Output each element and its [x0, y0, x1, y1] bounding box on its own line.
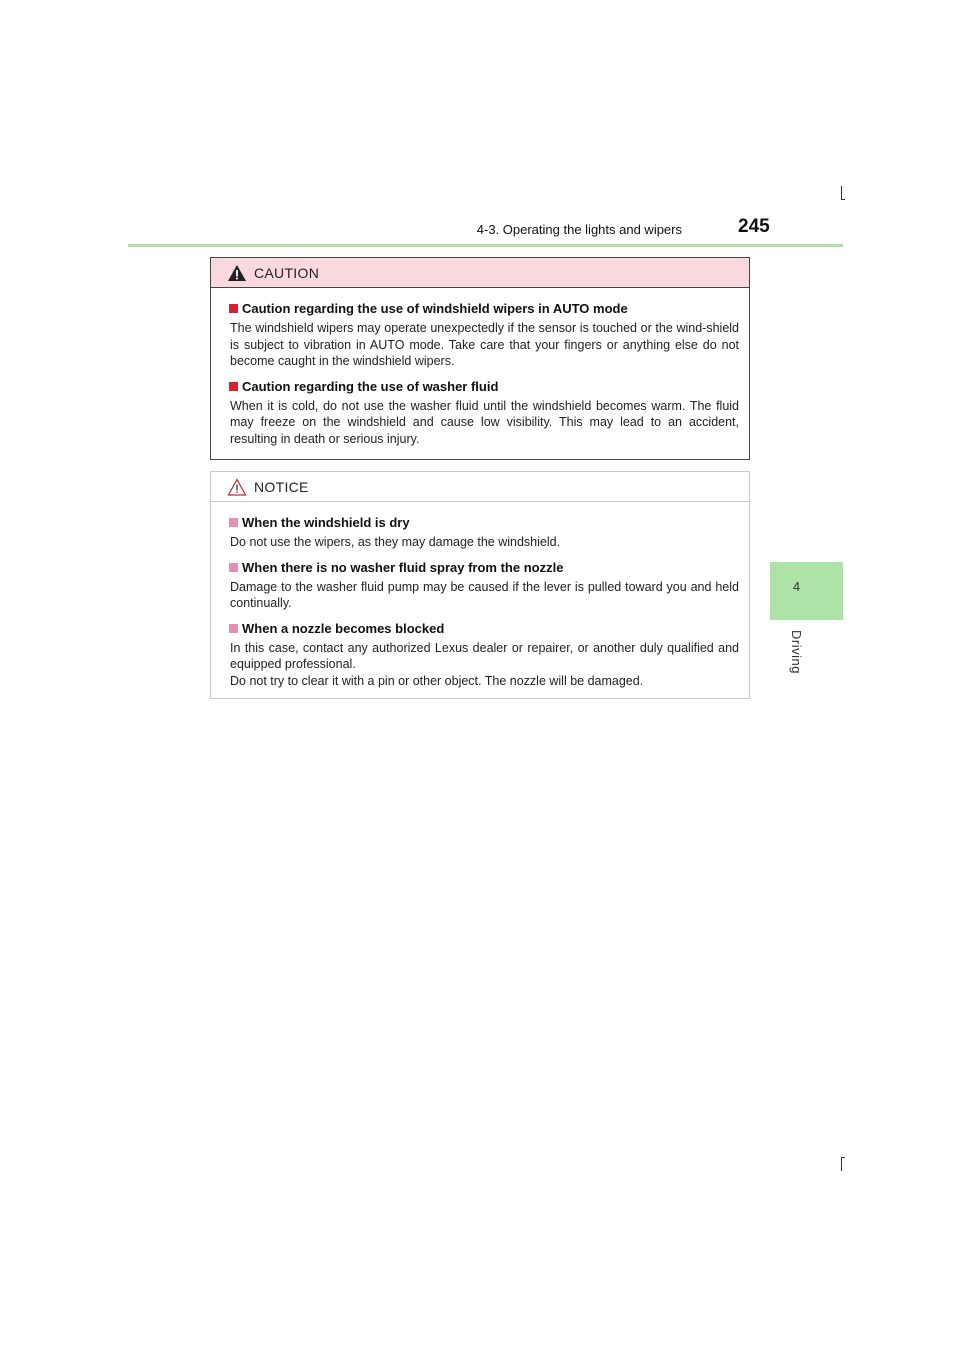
- notice-box: [210, 471, 750, 699]
- notice-item-text: In this case, contact any authorized Lexus dealer or repairer, or another duly qualified and equipped professional. Do not try to clear it with a pin or other object. The nozzle will be damaged.: [230, 640, 739, 688]
- bullet-square-icon: [229, 518, 238, 527]
- chapter-number: 4: [792, 579, 801, 594]
- bullet-square-icon: [229, 563, 238, 572]
- caution-item-title: Caution regarding the use of windshield wipers in AUTO mode: [229, 300, 739, 317]
- crop-mark-bottom: [841, 1157, 842, 1171]
- section-title: 4-3. Operating the lights and wipers: [476, 222, 682, 237]
- notice-item-text: Damage to the washer fluid pump may be caused if the lever is pulled toward you and held continually.: [230, 579, 739, 610]
- bullet-square-icon: [229, 624, 238, 633]
- header-rule: [128, 244, 843, 247]
- crop-mark-top: [841, 186, 842, 200]
- chapter-label: Driving: [789, 630, 804, 674]
- bullet-square-icon: [229, 382, 238, 391]
- caution-header: [211, 258, 749, 288]
- caution-item-title: Caution regarding the use of washer fluid: [229, 378, 739, 395]
- notice-header: [211, 472, 749, 502]
- warning-triangle-outline-icon: [227, 478, 247, 496]
- page-number: 245: [738, 216, 770, 237]
- warning-triangle-icon: [227, 264, 247, 282]
- caution-box: [210, 257, 750, 460]
- caution-item-text: When it is cold, do not use the washer fluid until the windshield becomes warm. The fluid may freeze on the windshield and cause low visibility. This may lead to an accident, resulting in death or serious injury.: [230, 398, 739, 446]
- notice-item-title: When a nozzle becomes blocked: [229, 620, 739, 637]
- notice-label: NOTICE: [254, 479, 309, 495]
- notice-item-title: When there is no washer fluid spray from the nozzle: [229, 559, 739, 576]
- bullet-square-icon: [229, 304, 238, 313]
- caution-item-text: The windshield wipers may operate unexpectedly if the sensor is touched or the wind-shield is subject to vibration in AUTO mode. Take care that your fingers or anything else do not become caught in the windshield wipers.: [230, 321, 739, 368]
- notice-item-title: When the windshield is dry: [229, 514, 739, 531]
- caution-label: CAUTION: [254, 265, 320, 281]
- notice-item-text: Do not use the wipers, as they may damage the windshield.: [230, 535, 561, 549]
